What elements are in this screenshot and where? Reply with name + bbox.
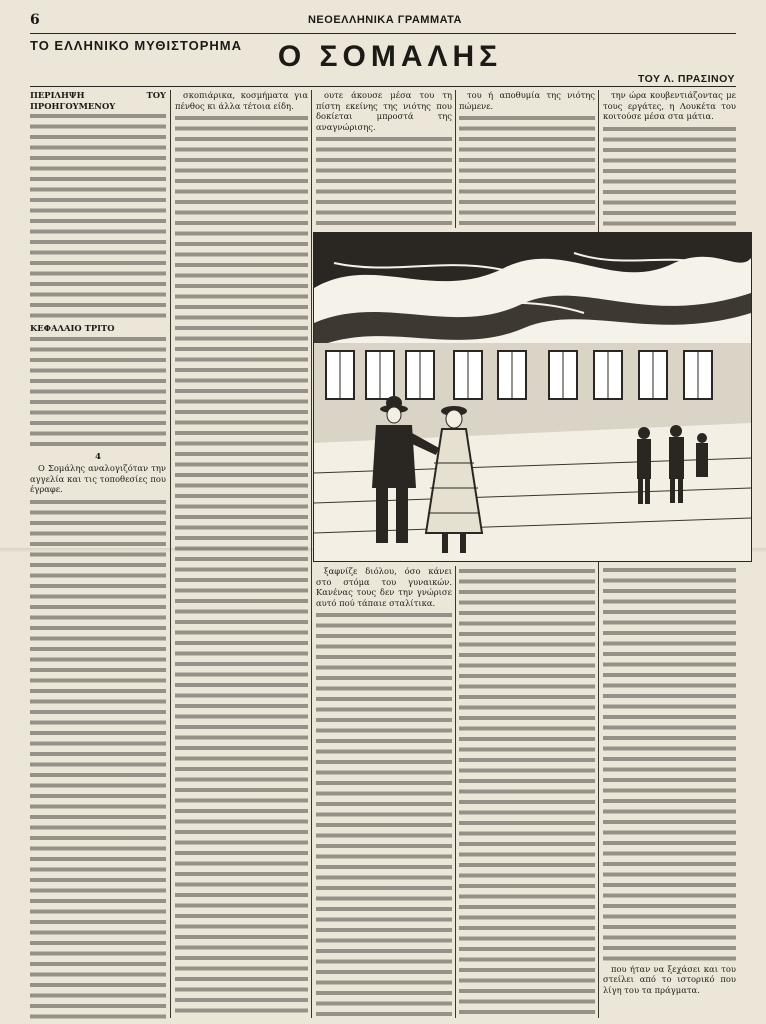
column-3-bottom [316,566,452,1020]
column-4-top [459,90,595,228]
column-3-opening: ουτε άκουσε μέσα του τη πίστη εκείνης της νιότης που δοκίεται μπροστά της αναγνώρισης. [316,90,452,132]
column-rule [311,90,312,1018]
title-rule [30,86,736,87]
column-4-bottom-text [459,566,595,1016]
author-byline: ΤΟΥ Λ. ΠΡΑΣΙΝΟΥ [637,73,735,85]
summary-heading: ΠΕΡΙΛΗΨΗ ΤΟΥ ΠΡΟΗΓΟΥΜΕΝΟΥ [30,90,166,111]
chapter-summary-text [30,334,166,449]
column-5-closing: που ήταν να ξεχάσει και του στείλει από το ιστορικό που λίγη του τα πράγματα. [603,963,736,995]
story-illustration [313,232,752,562]
header-rule [30,33,736,34]
column-1-opening: Ο Σομάλης αναλογιζόταν την αγγελία και τις τοποθεσίες που έγραφε. [30,463,166,494]
column-5-opening: την ώρα κουβεντιάζοντας με τους εργάτες, η Λουκέτα του κοιτούσε μέσα στα μάτια. [603,90,736,121]
column-4-top-text [459,113,595,228]
woodcut-illustration [314,233,751,561]
story-title: Ο ΣΟΜΑΛΗΣ [277,40,503,73]
journal-title: ΝΕΟΕΛΛΗΝΙΚΑ ΓΡΑΜΜΑΤΑ [307,14,462,26]
column-3-bottom-text [316,610,452,1020]
column-rule [455,566,456,1018]
section-number: 4 [95,450,101,461]
page-number: 6 [30,12,40,28]
column-2-opening: σκοπιάρικα, κοσμήματα για πένθος κι άλλα τέτοια είδη. [175,90,308,111]
column-3-top-text [316,134,452,228]
column-3-top [316,90,452,228]
column-1-text [30,497,166,1021]
series-label: ΤΟ ΕΛΛΗΝΙΚΟ ΜΥΘΙΣΤΟΡΗΜΑ [30,38,242,53]
column-1 [30,90,166,1020]
column-rule [455,90,456,228]
lower-opening: ξαφνίζε διόλου, όσο κάνει στο στόμα του γυναικών. Κανένας τους δεν την γνώρισε αυτό πού τάπαιε σταλίτικα. [316,566,452,608]
column-2-text [175,113,308,1018]
chapter-heading: ΚΕΦΑΛΑΙΟ ΤΡΙΤΟ [30,323,115,333]
summary-text [30,111,166,321]
column-rule [170,90,171,1018]
column-4-bottom [459,566,595,1020]
column-2 [175,90,308,1020]
column-4-opening: του ή αποθυμία της νιότης πώμενε. [459,90,595,111]
